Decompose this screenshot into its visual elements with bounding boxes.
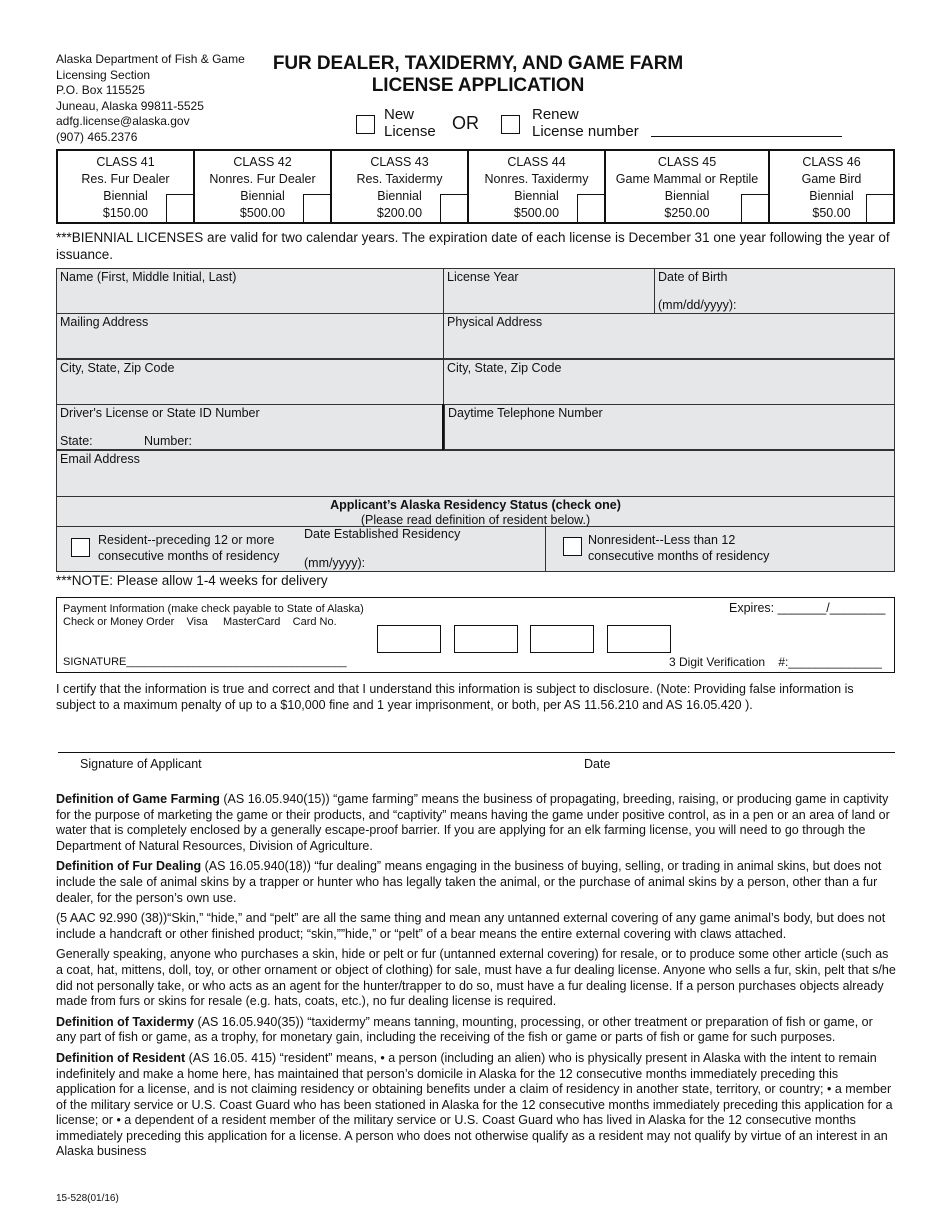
class-term: Biennial	[664, 189, 710, 203]
new-license-label-line1: New	[384, 106, 415, 123]
physical-city-state-zip-label: City, State, Zip Code	[447, 361, 562, 375]
signature-of-applicant-label: Signature of Applicant	[80, 757, 202, 771]
agency-email: adfg.license@alaska.gov	[56, 114, 190, 128]
definition-text: (AS 16.05.940(15)) “game farming” means the business of propagating, breeding, raising, or producing game in captivity for the purpose of marketing the game or their products, and “captivity” means having the game under positive control, as in a pen or an area of land or water that is completely enclosed by a generally escape-proof barrier. If you are applying for an elk farming license, you will need to go through the Department of Natural Resources, Division of Agriculture.	[56, 792, 890, 853]
date-established-format[interactable]: (mm/yyyy):	[304, 556, 366, 570]
definition-title: Definition of Game Farming	[56, 792, 220, 806]
daytime-phone-label: Daytime Telephone Number	[448, 406, 603, 420]
license-class-table	[56, 149, 895, 224]
renew-license-label	[532, 106, 639, 140]
biennial-note: ***BIENNIAL LICENSES are valid for two calendar years. The expiration date of each license is December 31 one year following the year of issuance.	[56, 230, 890, 262]
class-fee: $500.00	[513, 206, 560, 220]
name-field[interactable]	[56, 268, 444, 314]
mailing-city-state-zip-label: City, State, Zip Code	[60, 361, 175, 375]
class-term: Biennial	[514, 189, 559, 203]
license-year-label: License Year	[447, 270, 519, 284]
physical-address-label: Physical Address	[447, 315, 543, 329]
definition-game-farming	[56, 792, 896, 854]
class-43-cell	[332, 151, 469, 222]
card-verification-field[interactable]: 3 Digit Verification #:______________	[669, 655, 882, 669]
applicant-signature-line[interactable]	[58, 752, 895, 753]
license-year-field[interactable]	[443, 268, 655, 314]
renew-license-label-line1: Renew	[532, 106, 579, 123]
class-term: Biennial	[240, 189, 285, 203]
name-label: Name (First, Middle Initial, Last)	[60, 270, 237, 284]
mailing-city-state-zip-field[interactable]	[56, 359, 444, 405]
definition-title: Definition of Taxidermy	[56, 1014, 194, 1029]
class-fee: $250.00	[664, 206, 710, 220]
class-code: CLASS 45	[657, 155, 717, 169]
renew-license-checkbox[interactable]	[501, 115, 520, 134]
nonresident-option-line1: Nonresident--Less than 12	[588, 533, 736, 547]
payment-signature-field[interactable]: SIGNATURE____________________________________	[63, 656, 347, 668]
class-code: CLASS 46	[802, 155, 861, 169]
class-code: CLASS 44	[507, 155, 566, 169]
email-label: Email Address	[60, 452, 140, 466]
resident-option-label	[98, 533, 279, 564]
class-name: Res. Taxidermy	[356, 172, 443, 186]
definition-taxidermy	[56, 1015, 896, 1046]
date-of-birth-field[interactable]	[654, 268, 895, 314]
license-number-field[interactable]	[651, 136, 842, 137]
definition-text: (AS 16.05.940(35)) “taxidermy” means tanning, mounting, processing, or other treatment or preparation of fish or game, or any part of fish or game, as a trophy, for monetary gain, including the receiving of the fish or game or parts of fish or game for such purposes.	[56, 1014, 873, 1045]
class-code: CLASS 42	[233, 155, 292, 169]
nonresident-option-line2: consecutive months of residency	[588, 548, 770, 563]
definitions-section	[56, 792, 896, 1165]
definition-text: (AS 16.05.940(18)) “fur dealing” means engaging in the business of buying, selling, or trading in animal skins, but does not include the sale of animal skins by a trapper or hunter who has legally taken the animal, or the purchase of animal skins by a person, other than a fur dealer, for the person’s own use.	[56, 859, 882, 905]
physical-city-state-zip-field[interactable]	[443, 359, 895, 405]
form-title	[258, 53, 698, 97]
class-name: Game Mammal or Reptile	[615, 172, 759, 186]
class-name: Res. Fur Dealer	[81, 172, 170, 186]
residency-heading: Applicant’s Alaska Residency Status (check one)	[330, 498, 621, 512]
definition-text: (AS 16.05. 415) “resident” means, • a person (including an alien) who is physically present in Alaska with the intent to remain indefinitely and make a home here, has maintained that person’s domicile in Alaska for the 12 consecutive months immediately preceding this application for a license, and is not claiming residency or obtaining benefits under a claim of residency in another state, territory, or country; • a member of the military service or U.S. Coast Guard who has been stationed in Alaska for the 12 consecutive months immediately preceding this application for a license; or • a dependent of a resident member of the military service or U.S. Coast Guard who has lived in Alaska for the 12 consecutive months immediately preceding this application for a license. A person who does not otherwise qualify as a resident may not qualify by virtue of an interest in an Alaska business	[56, 1050, 893, 1159]
drivers-license-label: Driver's License or State ID Number	[60, 406, 260, 420]
agency-address-block	[56, 52, 245, 145]
class-term: Biennial	[809, 189, 854, 203]
class-45-cell	[606, 151, 770, 222]
class-fee: $500.00	[239, 206, 286, 220]
or-label: OR	[452, 113, 479, 133]
resident-option-line1: Resident--preceding 12 or more	[98, 533, 275, 547]
certification-statement: I certify that the information is true and correct and that I understand this information is subject to disclosure. (Note: Providing false information is subject to a maximum penalty of up to a $10,000 fine and 1 year imprisonment, or both, per AS 11.56.210 and AS 16.05.420 ).	[56, 682, 854, 712]
new-license-checkbox[interactable]	[356, 115, 375, 134]
class-fee: $150.00	[102, 206, 149, 220]
payment-methods-label[interactable]: Check or Money Order Visa MasterCard Card No.	[63, 616, 337, 628]
new-license-label	[384, 106, 436, 140]
class-46-cell	[770, 151, 893, 222]
card-number-group-2[interactable]	[454, 625, 518, 653]
physical-address-field[interactable]	[443, 313, 895, 359]
class-name: Nonres. Fur Dealer	[209, 172, 316, 186]
class-44-checkbox[interactable]	[577, 194, 604, 222]
drivers-license-state-label: State:	[60, 434, 93, 448]
renew-license-label-line2: License number	[532, 123, 639, 140]
class-43-checkbox[interactable]	[440, 194, 467, 222]
class-fee: $50.00	[812, 206, 851, 220]
fur-dealing-general-guidance: Generally speaking, anyone who purchases a skin, hide or pelt or fur (untanned external covering) for resale, or to produce some other article (such as a coat, hat, mittens, doll, toy, or other ornament or object of clothing) for sale, must have a fur dealing license. Anyone who sells a fur, skin, pelt that s/he did not personally take, or who acts as an agent for the hunter/trapper to do so, must have a fur dealing license. If a person purchases objects already made from furs or skins for resale (e.g. hats, coats, etc.), no fur dealing license is required.	[56, 947, 896, 1009]
card-expires-field[interactable]: Expires: _______/________	[729, 601, 886, 615]
delivery-note: ***NOTE: Please allow 1-4 weeks for delivery	[56, 573, 328, 588]
class-code: CLASS 43	[370, 155, 429, 169]
class-name: Game Bird	[801, 172, 862, 186]
class-term: Biennial	[377, 189, 422, 203]
class-42-cell	[195, 151, 332, 222]
new-license-label-line2: License	[384, 123, 436, 140]
form-title-line1: FUR DEALER, TAXIDERMY, AND GAME FARM	[272, 53, 684, 74]
definition-resident	[56, 1051, 896, 1160]
agency-line: Licensing Section	[56, 67, 151, 82]
definition-fur-dealing	[56, 859, 896, 906]
resident-checkbox[interactable]	[71, 538, 90, 557]
nonresident-option-label	[588, 533, 769, 564]
card-number-group-3[interactable]	[530, 625, 594, 653]
nonresident-checkbox[interactable]	[563, 537, 582, 556]
date-of-birth-format: (mm/dd/yyyy):	[658, 298, 737, 312]
form-number: 15-528(01/16)	[56, 1193, 119, 1204]
class-45-checkbox[interactable]	[741, 194, 768, 222]
agency-line: Alaska Department of Fish & Game	[56, 52, 245, 66]
class-41-cell	[58, 151, 195, 222]
class-term: Biennial	[103, 189, 148, 203]
class-46-checkbox[interactable]	[866, 194, 893, 222]
card-number-group-1[interactable]	[377, 625, 441, 653]
agency-phone: (907) 465.2376	[56, 129, 138, 144]
drivers-license-number-label: Number:	[144, 434, 192, 448]
mailing-address-label: Mailing Address	[60, 315, 149, 329]
date-label: Date	[584, 757, 611, 771]
date-of-birth-label: Date of Birth	[658, 270, 728, 284]
payment-info-label: Payment Information (make check payable to State of Alaska)	[63, 603, 364, 615]
email-field[interactable]	[56, 450, 895, 497]
class-code: CLASS 41	[96, 155, 155, 169]
class-42-checkbox[interactable]	[303, 194, 330, 222]
payment-box	[56, 597, 895, 673]
definition-title: Definition of Fur Dealing	[56, 859, 202, 874]
definition-title: Definition of Resident	[56, 1050, 186, 1065]
agency-line: Juneau, Alaska 99811-5525	[56, 98, 204, 113]
drivers-license-field[interactable]	[56, 404, 444, 450]
residency-heading-box	[56, 496, 895, 527]
agency-line: P.O. Box 115525	[56, 83, 145, 97]
class-44-cell	[469, 151, 606, 222]
date-established-label: Date Established Residency	[304, 527, 461, 541]
class-41-checkbox[interactable]	[166, 194, 193, 222]
mailing-address-field[interactable]	[56, 313, 444, 359]
definition-skin: (5 AAC 92.990 (38))“Skin,” “hide,” and “pelt” are all the same thing and mean any untanned external covering of any game animal’s body, but does not include a handcraft or other finished product; “skin,””hide,” or “pelt” of a bear means the entire external covering with claws attached.	[56, 911, 886, 941]
form-title-line2: LICENSE APPLICATION	[371, 75, 585, 96]
class-fee: $200.00	[376, 206, 423, 220]
card-number-group-4[interactable]	[607, 625, 671, 653]
residency-subheading: (Please read definition of resident below.)	[360, 512, 591, 527]
class-name: Nonres. Taxidermy	[484, 172, 589, 186]
daytime-phone-field[interactable]	[444, 404, 895, 450]
resident-option-line2: consecutive months of residency	[98, 548, 280, 563]
